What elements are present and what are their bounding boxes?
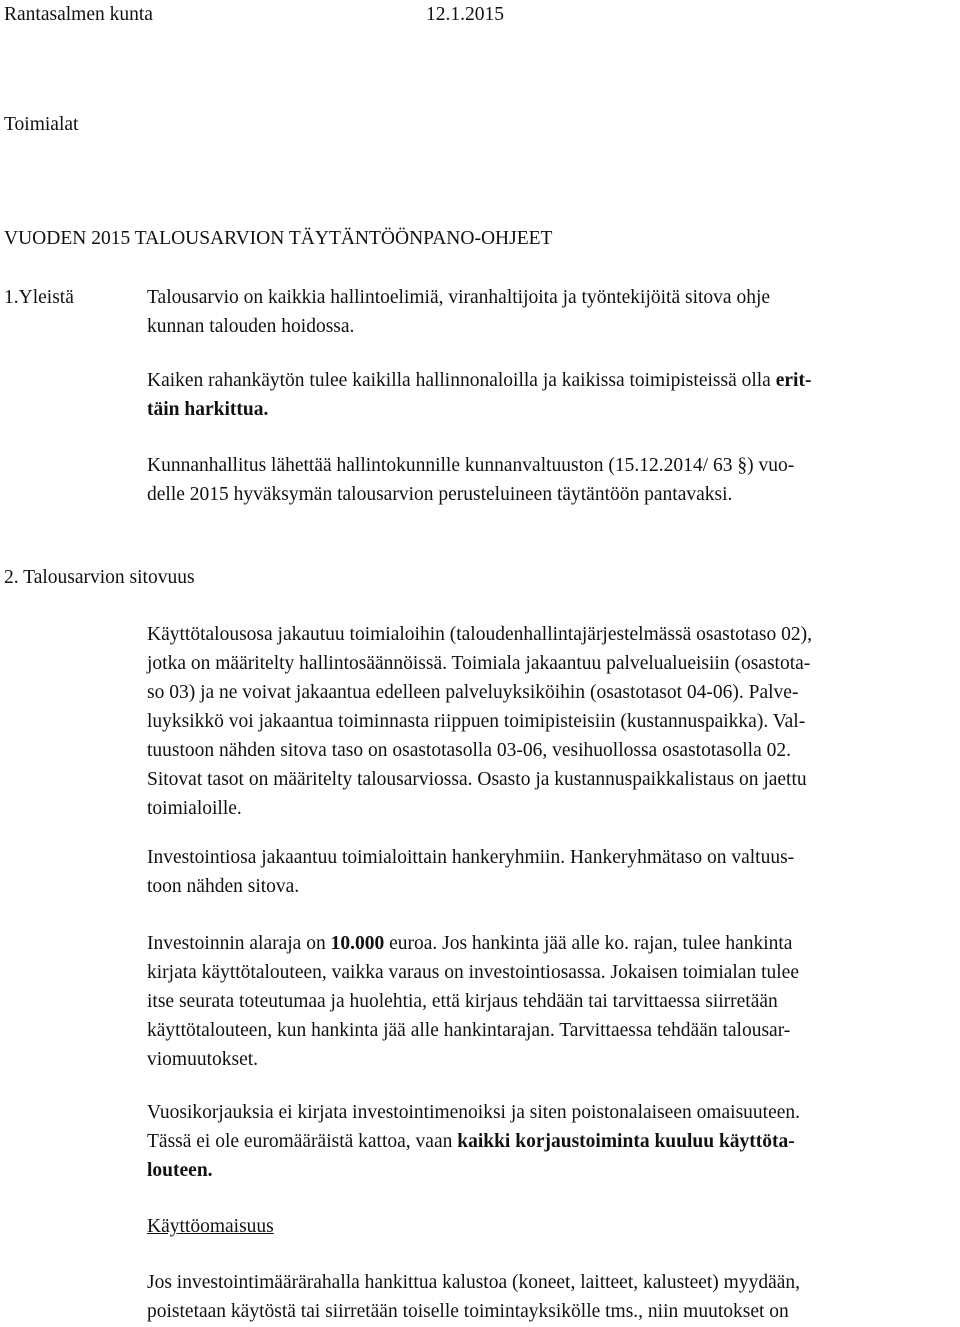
text-line [147, 1156, 955, 1185]
text-line: kirjata käyttötalouteen, vaikka varaus on investointiosassa. Jokaisen toimialan tulee [147, 962, 799, 983]
text-line: Sitovat tasot on määritelty talousarviossa. Osasto ja kustannuspaikkalistaus on jaettu [147, 769, 807, 790]
text-line [147, 366, 955, 395]
text-line: so 03) ja ne voivat jakaantua edelleen palveluyksiköihin (osastotasot 04-06). Palve- [147, 682, 799, 703]
text-line: Vuosikorjauksia ei kirjata investointimenoiksi ja siten poistonalaiseen omaisuuteen. [147, 1102, 801, 1123]
text-line: käyttötalouteen, kun hankinta jää alle hankintarajan. Tarvittaessa tehdään talousar- [147, 1020, 791, 1041]
text-line: Jos investointimäärärahalla hankittua kalustoa (koneet, laitteet, kalusteet) myydään, [147, 1272, 801, 1293]
text-line: Kunnanhallitus lähettää hallintokunnille kunnanvaltuuston (15.12.2014/ 63 §) vuo- [147, 455, 795, 476]
section-2-heading: 2. Talousarvion sitovuus [4, 567, 195, 588]
text-run: Kaiken rahankäytön tulee kaikilla hallinnonaloilla ja kaikissa toimipisteissä olla [147, 370, 776, 391]
recipient: Toimialat [4, 114, 79, 135]
text-run: euroa. Jos hankinta jää alle ko. rajan, tulee hankinta [384, 933, 793, 954]
document-date: 12.1.2015 [426, 4, 504, 25]
org-name: Rantasalmen kunta [4, 4, 153, 25]
text-line: kunnan talouden hoidossa. [147, 316, 355, 337]
text-run: Tässä ei ole euromääräistä kattoa, vaan [147, 1131, 458, 1152]
bold-text: 10.000 [330, 933, 385, 954]
text-line: toimialoille. [147, 798, 242, 819]
text-line: itse seurata toteutumaa ja huolehtia, että kirjaus tehdään tai tarvittaessa siirretään [147, 991, 778, 1012]
document-title: VUODEN 2015 TALOUSARVION TÄYTÄNTÖÖNPANO-OHJEET [4, 228, 553, 249]
section-2-paragraph-2 [147, 843, 955, 901]
section-2-paragraph-1 [147, 620, 955, 823]
text-line: Käyttötalousosa jakautuu toimialoihin (taloudenhallintajärjestelmässä osastotaso 02), [147, 624, 813, 645]
bold-text: louteen. [147, 1160, 213, 1181]
section-2-paragraph-5 [147, 1268, 955, 1326]
text-line: jotka on määritelty hallintosäännöissä. Toimiala jakaantuu palvelualueisiin (osastota- [147, 653, 811, 674]
text-line: delle 2015 hyväksymän talousarvion perusteluineen täytäntöön pantavaksi. [147, 484, 733, 505]
text-line [147, 1127, 955, 1156]
text-line [147, 395, 955, 424]
text-line: toon nähden sitova. [147, 876, 300, 897]
section-2-paragraph-4 [147, 1098, 955, 1185]
text-line: tuustoon nähden sitova taso on osastotasolla 03-06, vesihuollossa osastotasolla 02. [147, 740, 791, 761]
text-line: luyksikkö voi jakaantua toiminnasta riippuen toimipisteisiin (kustannuspaikka). Val- [147, 711, 806, 732]
underlined-heading: Käyttöomaisuus [147, 1216, 274, 1237]
bold-text: täin harkittua. [147, 399, 269, 420]
text-line: Investointiosa jakaantuu toimialoittain hankeryhmiin. Hankeryhmätaso on valtuus- [147, 847, 795, 868]
section-1-label: 1.Yleistä [4, 287, 74, 308]
text-line: viomuutokset. [147, 1049, 259, 1070]
section-1-paragraph-2 [147, 366, 955, 424]
bold-text: kaikki korjaustoiminta kuuluu käyttöta- [457, 1131, 795, 1152]
section-1-paragraph-1 [147, 283, 955, 341]
text-run: Investoinnin alaraja on [147, 933, 331, 954]
text-line [147, 929, 955, 958]
text-line: Talousarvio on kaikkia hallintoelimiä, viranhaltijoita ja työntekijöitä sitova ohje [147, 287, 771, 308]
bold-text: erit- [775, 370, 812, 391]
text-line: poistetaan käytöstä tai siirretään toiselle toimintayksikölle tms., niin muutokset on [147, 1301, 789, 1322]
section-1-paragraph-3 [147, 451, 955, 509]
subheading [147, 1212, 955, 1241]
section-2-paragraph-3 [147, 929, 955, 1074]
